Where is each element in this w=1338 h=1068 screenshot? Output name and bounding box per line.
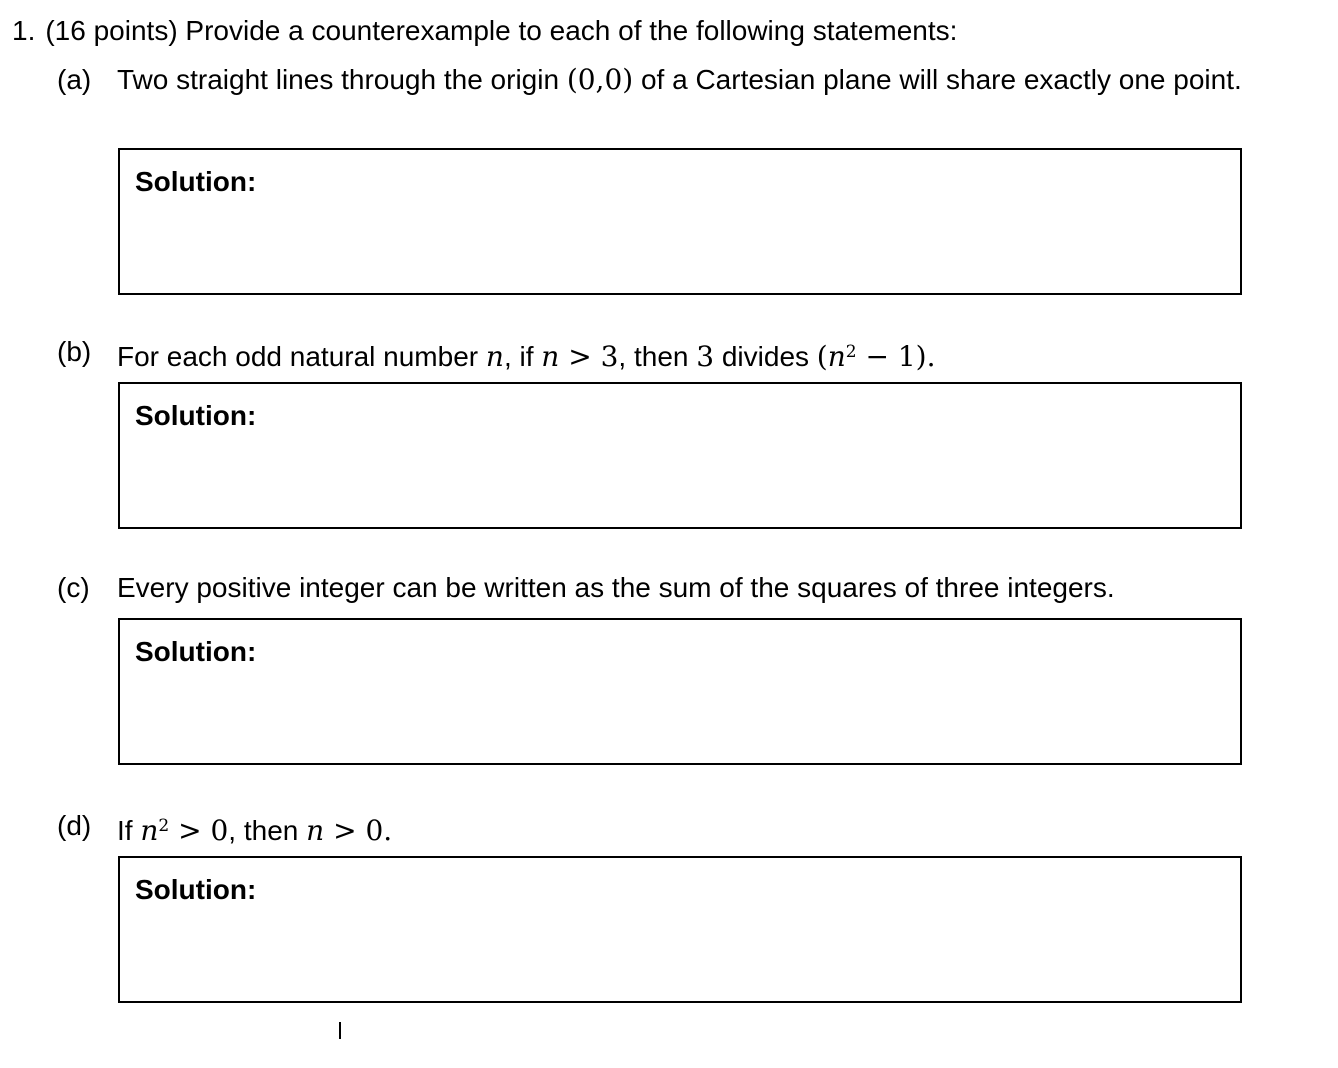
solution-box-c[interactable] xyxy=(118,618,1242,765)
part-a-label: (a) xyxy=(57,64,92,95)
part-c-label: (c) xyxy=(57,572,90,603)
part-d-inequality-2: > 0. xyxy=(324,814,393,847)
question-number: 1. xyxy=(12,15,36,46)
part-b-label: (b) xyxy=(57,336,92,367)
part-d-exponent: 2 xyxy=(158,816,170,836)
solution-box-b[interactable] xyxy=(118,382,1242,529)
question-header xyxy=(12,14,957,48)
part-b-inequality: > 3 xyxy=(559,340,619,373)
part-a-origin: (0,0) xyxy=(566,63,634,96)
part-b-text-1: For each odd natural number xyxy=(117,341,486,372)
part-d-label: (d) xyxy=(57,810,92,841)
solution-box-d[interactable] xyxy=(118,856,1242,1003)
part-d-text-2: , then xyxy=(228,815,307,846)
part-b-text-4: divides xyxy=(714,341,817,372)
part-b-var-n-2: n xyxy=(541,340,560,373)
part-d-inequality-1: > 0 xyxy=(169,814,229,847)
part-b-exponent: 2 xyxy=(845,342,857,362)
solution-box-a[interactable] xyxy=(118,148,1242,295)
part-b-expr-close: − 1). xyxy=(856,340,936,373)
part-a-text-2: of a Cartesian plane will share exactly one point. xyxy=(633,64,1242,95)
solution-label-b: Solution: xyxy=(135,400,257,431)
solution-label-a: Solution: xyxy=(135,166,257,197)
solution-label-d: Solution: xyxy=(135,874,257,905)
part-d-text-1: If xyxy=(117,815,141,846)
part-b-var-n-1: n xyxy=(485,340,504,373)
part-c-statement: Every positive integer can be written as the sum of the squares of three integers. xyxy=(117,572,1115,603)
part-d-var-n-2: n xyxy=(306,814,325,847)
part-b-paren-open: ( xyxy=(816,340,828,373)
part-b-text-3: , then xyxy=(618,341,697,372)
part-a-text-1: Two straight lines through the origin xyxy=(117,64,567,95)
part-b-three: 3 xyxy=(696,340,715,373)
part-a-statement xyxy=(117,62,1247,98)
question-prompt: (16 points) Provide a counterexample to each of the following statements: xyxy=(45,15,958,46)
part-d-var-n-1: n xyxy=(140,814,159,847)
solution-label-c: Solution: xyxy=(135,636,257,667)
part-b-statement xyxy=(117,334,1247,375)
text-cursor-icon xyxy=(339,1022,341,1039)
part-b-var-n-3: n xyxy=(827,340,846,373)
part-d-statement xyxy=(117,808,1247,849)
part-b-text-2: , if xyxy=(503,341,542,372)
